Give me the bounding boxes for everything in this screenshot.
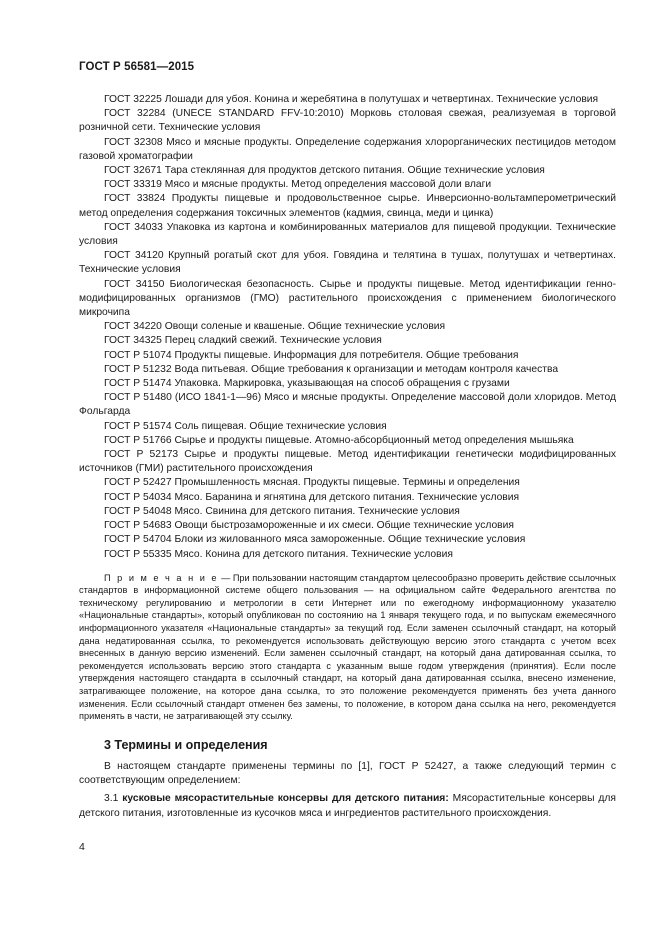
reference-item: ГОСТ 32225 Лошади для убоя. Конина и жеребятина в полутушах и четвертинах. Технические условия (104, 94, 599, 105)
reference-item: ГОСТ Р 51474 Упаковка. Маркировка, указывающая на способ обращения с грузами (104, 378, 510, 390)
reference-item: ГОСТ 32284 (UNECE STANDARD FFV-10:2010) Морковь столовая свежая, реализуемая в торговой розничной сети. Технические условия (79, 108, 616, 134)
reference-item: ГОСТ Р 54683 Овощи быстрозамороженные и их смеси. Общие технические условия (104, 520, 514, 532)
page-content (79, 93, 616, 821)
term-definition (79, 792, 616, 821)
reference-item: ГОСТ Р 51574 Соль пищевая. Общие технические условия (104, 420, 387, 432)
section-title: 3 Термины и определения (104, 737, 268, 752)
reference-item: ГОСТ 34220 Овощи соленые и квашеные. Общие технические условия (104, 321, 446, 333)
document-header: ГОСТ Р 56581—2015 (79, 61, 195, 73)
term-name: кусковые мясорастительные консервы для детского питания: (122, 793, 449, 805)
reference-item: ГОСТ Р 55335 Мясо. Конина для детского питания. Технические условия (104, 548, 453, 560)
reference-item: ГОСТ Р 54034 Мясо. Баранина и ягнятина для детского питания. Технические условия (104, 491, 520, 503)
reference-item: ГОСТ 34120 Крупный рогатый скот для убоя. Говядина и телятина в тушах, полутушах и четвертинах. Технические условия (79, 250, 616, 276)
page-number: 4 (79, 841, 85, 853)
reference-item: ГОСТ 33824 Продукты пищевые и продовольственное сырье. Инверсионно-вольтамперометрический метод определения содержания токсичных элементов (кадмия, свинца, меди и цинка) (79, 193, 616, 219)
reference-item: ГОСТ Р 51766 Сырье и продукты пищевые. Атомно-абсорбционный метод определения мышьяка (104, 434, 574, 446)
reference-item: ГОСТ 34033 Упаковка из картона и комбинированных материалов для пищевой продукции. Технические условия (79, 221, 616, 248)
reference-item: ГОСТ 34150 Биологическая безопасность. Сырье и продукты пищевые. Метод идентификации генно-модифицированных организмов (ГМО) растительного происхождения с применением биологического микрочипа (79, 278, 616, 319)
reference-list (79, 93, 616, 562)
reference-item: ГОСТ Р 54048 Мясо. Свинина для детского питания. Технические условия (104, 505, 460, 517)
term-text: Мясорастительные консервы для детского питания, изготовленные из кусочков мяса и ингредиентов растительного происхождения. (79, 793, 616, 819)
term-number: 3.1 (104, 793, 123, 805)
section-intro: В настоящем стандарте применены термины по [1], ГОСТ Р 52427, а также следующий термин с соответствующим определением: (79, 760, 616, 787)
reference-item: ГОСТ 32671 Тара стеклянная для продуктов детского питания. Общие технические условия (104, 165, 545, 177)
reference-item: ГОСТ Р 51232 Вода питьевая. Общие требования к организации и методам контроля качества (104, 363, 559, 375)
reference-item: ГОСТ 33319 Мясо и мясные продукты. Метод определения массовой доли влаги (104, 179, 492, 191)
reference-item: ГОСТ 32308 Мясо и мясные продукты. Определение содержания хлорорганических пестицидов методом газовой хроматографии (79, 136, 616, 162)
reference-item: ГОСТ Р 52173 Сырье и продукты пищевые. Метод идентификации генетически модифицированных источников (ГМИ) растительного происхождения (79, 449, 616, 475)
note-paragraph (79, 572, 616, 723)
reference-item: ГОСТ 34325 Перец сладкий свежий. Технические условия (104, 335, 382, 347)
note-text: — При пользовании настоящим стандартом целесообразно проверить действие ссылочных стандартов в информационной системе общего пользования — на официальном сайте Федерального агентства по техническому регулированию и метрологии в сети Интернет или по ежегодному информационному указателю «Национальные стандарты», который опубликован по состоянию на 1 января текущего года, и по выпускам ежемесячного информационного указателя «Национальные стандарты» за текущий год. Если заменен ссылочный стандарт, на который дана недатированная ссылка, то рекомендуется использовать действующую версию этого стандарта с учетом всех внесенных в данную версию изменений. Если заменен ссылочный стандарт, на который дана датированная ссылка, то рекомендуется использовать версию этого стандарта с указанным выше годом утверждения (принятия). Если после утверждения настоящего стандарта в ссылочный стандарт, на который дана датированная ссылка, внесено изменение, затрагивающее положение, на которое дана ссылка, то это положение рекомендуется применять без учета данного изменения. Если ссылочный стандарт отменен без замены, то положение, в котором дана ссылка на него, рекомендуется применять в части, не затрагивающей эту ссылку. (79, 572, 616, 722)
reference-item: ГОСТ Р 54704 Блоки из жилованного мяса замороженные. Общие технические условия (104, 534, 526, 546)
reference-item: ГОСТ Р 51074 Продукты пищевые. Информация для потребителя. Общие требования (104, 349, 519, 361)
reference-item: ГОСТ Р 51480 (ИСО 1841-1—96) Мясо и мясные продукты. Определение массовой доли хлоридов. Метод Фольгарда (79, 392, 616, 418)
note-label: П р и м е ч а н и е (104, 572, 219, 583)
reference-item: ГОСТ Р 52427 Промышленность мясная. Продукты пищевые. Термины и определения (104, 477, 520, 489)
